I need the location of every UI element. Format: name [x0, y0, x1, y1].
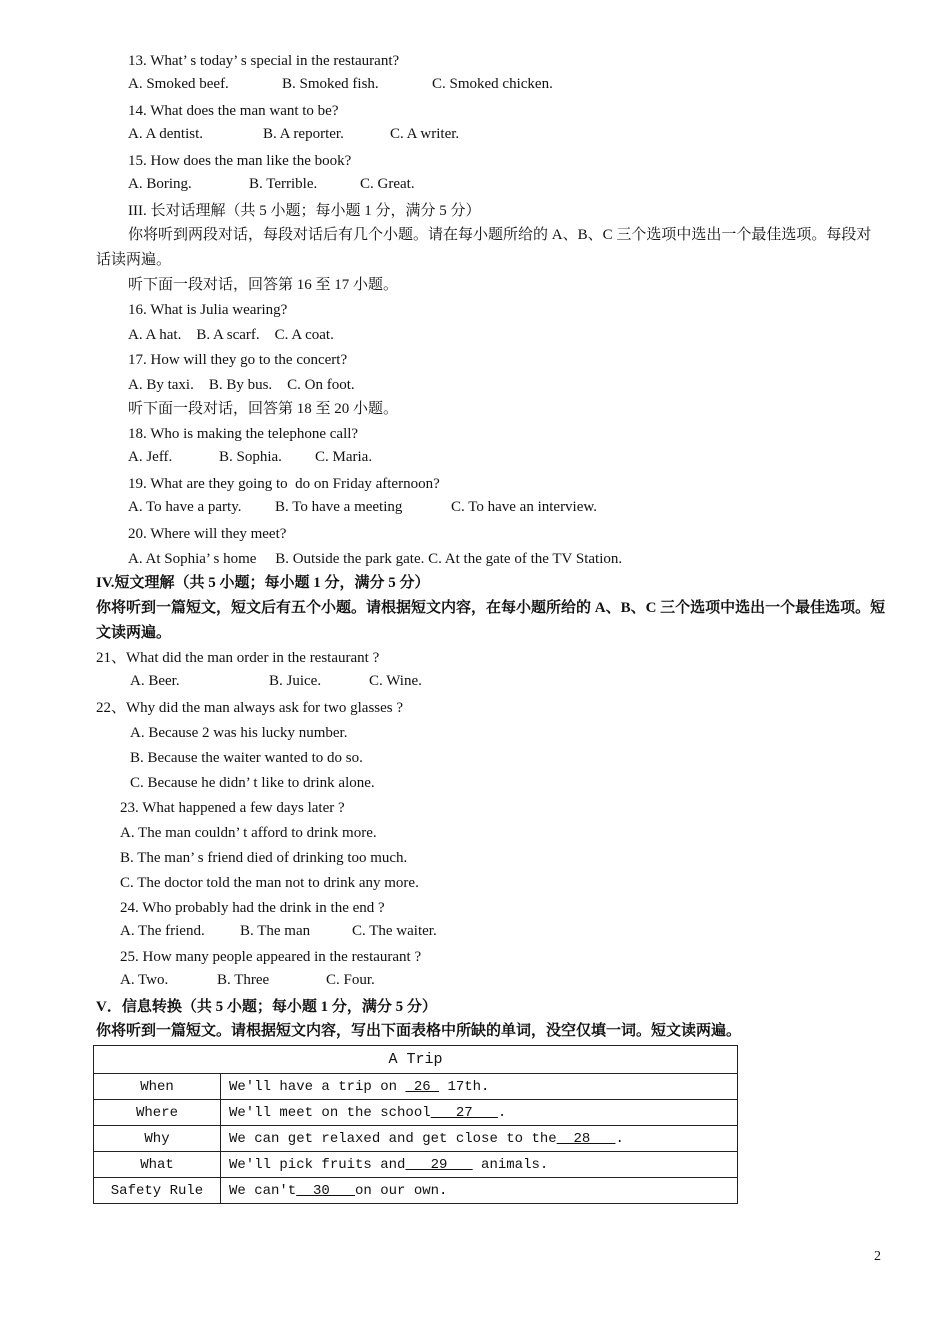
blank-28: 28 [556, 1130, 616, 1147]
q22-option-c: C. Because he didn’ t like to drink alone. [130, 775, 375, 791]
question-18: 18. Who is making the telephone call? [128, 426, 359, 442]
q13-option-b: B. Smoked fish. [282, 76, 379, 92]
table-row [94, 1100, 738, 1126]
trip-table [93, 1045, 738, 1204]
q13-option-a: A. Smoked beef. [128, 76, 229, 92]
row-value [221, 1074, 738, 1100]
section-3-instructions: 你将听到两段对话，每段对话后有几个小题。请在每小题所给的 A、B、C 三个选项中选出一个最佳选项。每段对话读两遍。 [96, 227, 872, 268]
q18-option-c: C. Maria. [315, 449, 373, 465]
section-3-heading: III. 长对话理解（共 5 小题；每小题 1 分，满分 5 分） [128, 203, 481, 219]
q21-option-c: C. Wine. [369, 673, 422, 689]
q24-option-b: B. The man [240, 923, 311, 939]
question-25: 25. How many people appeared in the restaurant ? [120, 949, 422, 965]
q20-options: A. At Sophia’ s home B. Outside the park gate. C. At the gate of the TV Station. [128, 551, 623, 567]
row-text-end: . [497, 1104, 507, 1121]
question-19: 19. What are they going to do on Friday afternoon? [128, 476, 440, 492]
row-label: When [94, 1074, 221, 1100]
q17-options: A. By taxi. B. By bus. C. On foot. [128, 377, 355, 393]
q21-option-a: A. Beer. [130, 673, 180, 689]
question-16: 16. What is Julia wearing? [128, 302, 288, 318]
table-row [94, 1152, 738, 1178]
row-text: We'll pick fruits and [229, 1156, 406, 1173]
row-text: We can get relaxed and get close to the [229, 1130, 557, 1147]
q24-option-a: A. The friend. [120, 923, 205, 939]
q15-option-a: A. Boring. [128, 176, 192, 192]
q19-option-b: B. To have a meeting [275, 499, 403, 515]
blank-29: 29 [405, 1156, 473, 1173]
row-label: Why [94, 1126, 221, 1152]
q19-option-a: A. To have a party. [128, 499, 242, 515]
q23-option-b: B. The man’ s friend died of drinking too much. [120, 850, 408, 866]
blank-27: 27 [430, 1104, 498, 1121]
q18-option-a: A. Jeff. [128, 449, 173, 465]
q14-option-b: B. A reporter. [263, 126, 344, 142]
q18-option-b: B. Sophia. [219, 449, 282, 465]
q25-option-c: C. Four. [326, 972, 375, 988]
table-row [94, 1074, 738, 1100]
row-text-end: animals. [472, 1156, 549, 1173]
row-text-end: . [615, 1130, 624, 1147]
blank-26: 26 [405, 1078, 440, 1095]
question-15: 15. How does the man like the book? [128, 153, 352, 169]
q25-option-b: B. Three [217, 972, 270, 988]
question-13: 13. What’ s today’ s special in the restaurant? [128, 53, 400, 69]
section-5-instructions: 你将听到一篇短文。请根据短文内容，写出下面表格中所缺的单词，没空仅填一词。短文读两遍。 [96, 1023, 742, 1039]
page-number: 2 [874, 1249, 881, 1264]
section-5-heading: V．信息转换（共 5 小题；每小题 1 分，满分 5 分） [96, 999, 437, 1015]
table-row [94, 1126, 738, 1152]
row-text: We can't [229, 1182, 297, 1199]
dialog-2-intro: 听下面一段对话，回答第 18 至 20 小题。 [128, 401, 399, 417]
q25-option-a: A. Two. [120, 972, 169, 988]
section-4-heading: IV.短文理解（共 5 小题；每小题 1 分，满分 5 分） [96, 575, 430, 591]
row-value [221, 1152, 738, 1178]
row-label: Where [94, 1100, 221, 1126]
section-4-instructions: 你将听到一篇短文，短文后有五个小题。请根据短文内容，在每小题所给的 A、B、C 三个选项中选出一个最佳选项。短文读两遍。 [96, 600, 886, 641]
row-text-end: 17th. [439, 1078, 490, 1095]
row-value [221, 1126, 738, 1152]
row-text: We'll meet on the school [229, 1104, 431, 1121]
table-row [94, 1178, 738, 1204]
question-23: 23. What happened a few days later ? [120, 800, 345, 816]
q15-option-b: B. Terrible. [249, 176, 318, 192]
q13-option-c: C. Smoked chicken. [432, 76, 553, 92]
q22-option-b: B. Because the waiter wanted to do so. [130, 750, 363, 766]
row-value [221, 1100, 738, 1126]
row-label: Safety Rule [94, 1178, 221, 1204]
q19-option-c: C. To have an interview. [451, 499, 597, 515]
dialog-1-intro: 听下面一段对话，回答第 16 至 17 小题。 [128, 277, 399, 293]
blank-30: 30 [296, 1182, 356, 1199]
q15-option-c: C. Great. [360, 176, 415, 192]
question-21: 21、What did the man order in the restaurant ? [96, 650, 380, 666]
q23-option-a: A. The man couldn’ t afford to drink more. [120, 825, 377, 841]
q23-option-c: C. The doctor told the man not to drink any more. [120, 875, 419, 891]
q16-options: A. A hat. B. A scarf. C. A coat. [128, 327, 334, 343]
q14-option-a: A. A dentist. [128, 126, 204, 142]
q14-option-c: C. A writer. [390, 126, 460, 142]
q22-option-a: A. Because 2 was his lucky number. [130, 725, 348, 741]
row-label: What [94, 1152, 221, 1178]
question-22: 22、Why did the man always ask for two glasses ? [96, 700, 404, 716]
row-text-end: on our own. [355, 1182, 448, 1199]
trip-table-title: A Trip [94, 1046, 738, 1074]
row-value [221, 1178, 738, 1204]
question-24: 24. Who probably had the drink in the end ? [120, 900, 385, 916]
question-20: 20. Where will they meet? [128, 526, 287, 542]
row-text: We'll have a trip on [229, 1078, 406, 1095]
q24-option-c: C. The waiter. [352, 923, 437, 939]
q21-option-b: B. Juice. [269, 673, 322, 689]
question-14: 14. What does the man want to be? [128, 103, 339, 119]
question-17: 17. How will they go to the concert? [128, 352, 348, 368]
